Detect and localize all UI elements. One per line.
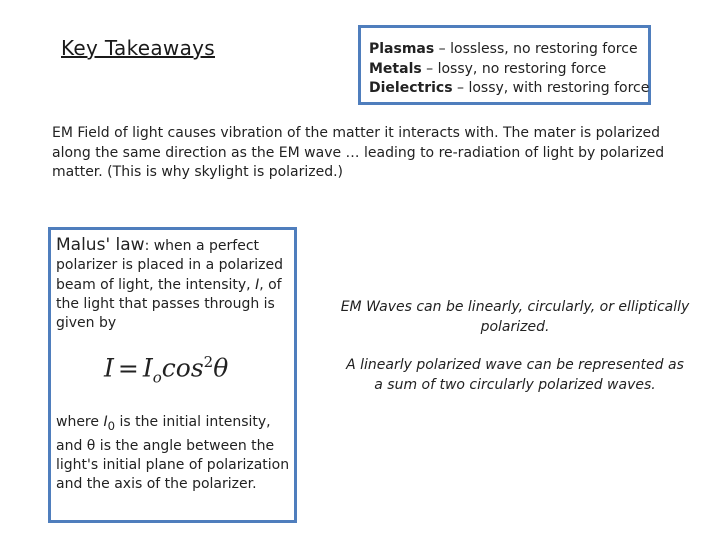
malus-body-1-text-a: polarizer is placed in a polarized beam of light, the intensity, xyxy=(56,257,284,293)
formula-equals: = xyxy=(117,353,139,383)
malus-heading: Malus' law xyxy=(56,235,145,255)
malus-body-2-text-b: is the initial intensity, and θ is the angle between the light's initial plane of polarization and the axis of the polarizer. xyxy=(56,414,290,493)
materials-row-dielectrics xyxy=(369,79,648,99)
malus-intro xyxy=(56,236,290,256)
malus-body-1 xyxy=(56,256,290,333)
materials-row-metals xyxy=(369,60,648,80)
formula-base: I xyxy=(142,353,153,383)
desc-plasmas: – lossless, no restoring force xyxy=(434,41,638,57)
term-dielectrics: Dielectrics xyxy=(369,80,453,96)
em-field-paragraph: EM Field of light causes vibration of the matter it interacts with. The mater is polarized along the same direction as the EM wave … leading to re-radiation of light by polarized matter. (This is why skylight is polarized.) xyxy=(52,125,665,180)
malus-body-2 xyxy=(56,413,290,494)
materials-row-plasmas xyxy=(369,40,648,60)
malus-body-2-text-a: where xyxy=(56,414,104,431)
formula-theta: θ xyxy=(213,353,229,383)
desc-dielectrics: – lossy, with restoring force xyxy=(452,80,650,96)
malus-heading-suffix: : when a perfect xyxy=(144,238,260,254)
formula-exponent: 2 xyxy=(203,353,214,372)
formula-subscript: o xyxy=(152,368,162,387)
term-plasmas: Plasmas xyxy=(369,41,435,57)
slide-title: Key Takeaways xyxy=(61,36,215,60)
formula-lhs: I xyxy=(104,353,114,383)
malus-law-box xyxy=(48,227,297,523)
initial-intensity-variable: I xyxy=(103,414,108,431)
malus-body-1-text-b: , of the light that passes through is given by xyxy=(56,276,282,332)
desc-metals: – lossy, no restoring force xyxy=(421,60,607,77)
malus-formula-area xyxy=(56,343,290,403)
term-metals: Metals xyxy=(369,60,422,77)
em-waves-polarization-note: EM Waves can be linearly, circularly, or elliptically polarized. xyxy=(340,299,690,335)
malus-formula xyxy=(104,353,228,388)
intensity-variable: I xyxy=(255,276,260,293)
formula-cos: cos xyxy=(161,353,204,383)
materials-summary-box xyxy=(358,25,651,105)
linear-polarization-note: A linearly polarized wave can be represented as a sum of two circularly polarized waves. xyxy=(346,357,684,393)
initial-intensity-subscript: 0 xyxy=(107,419,116,434)
